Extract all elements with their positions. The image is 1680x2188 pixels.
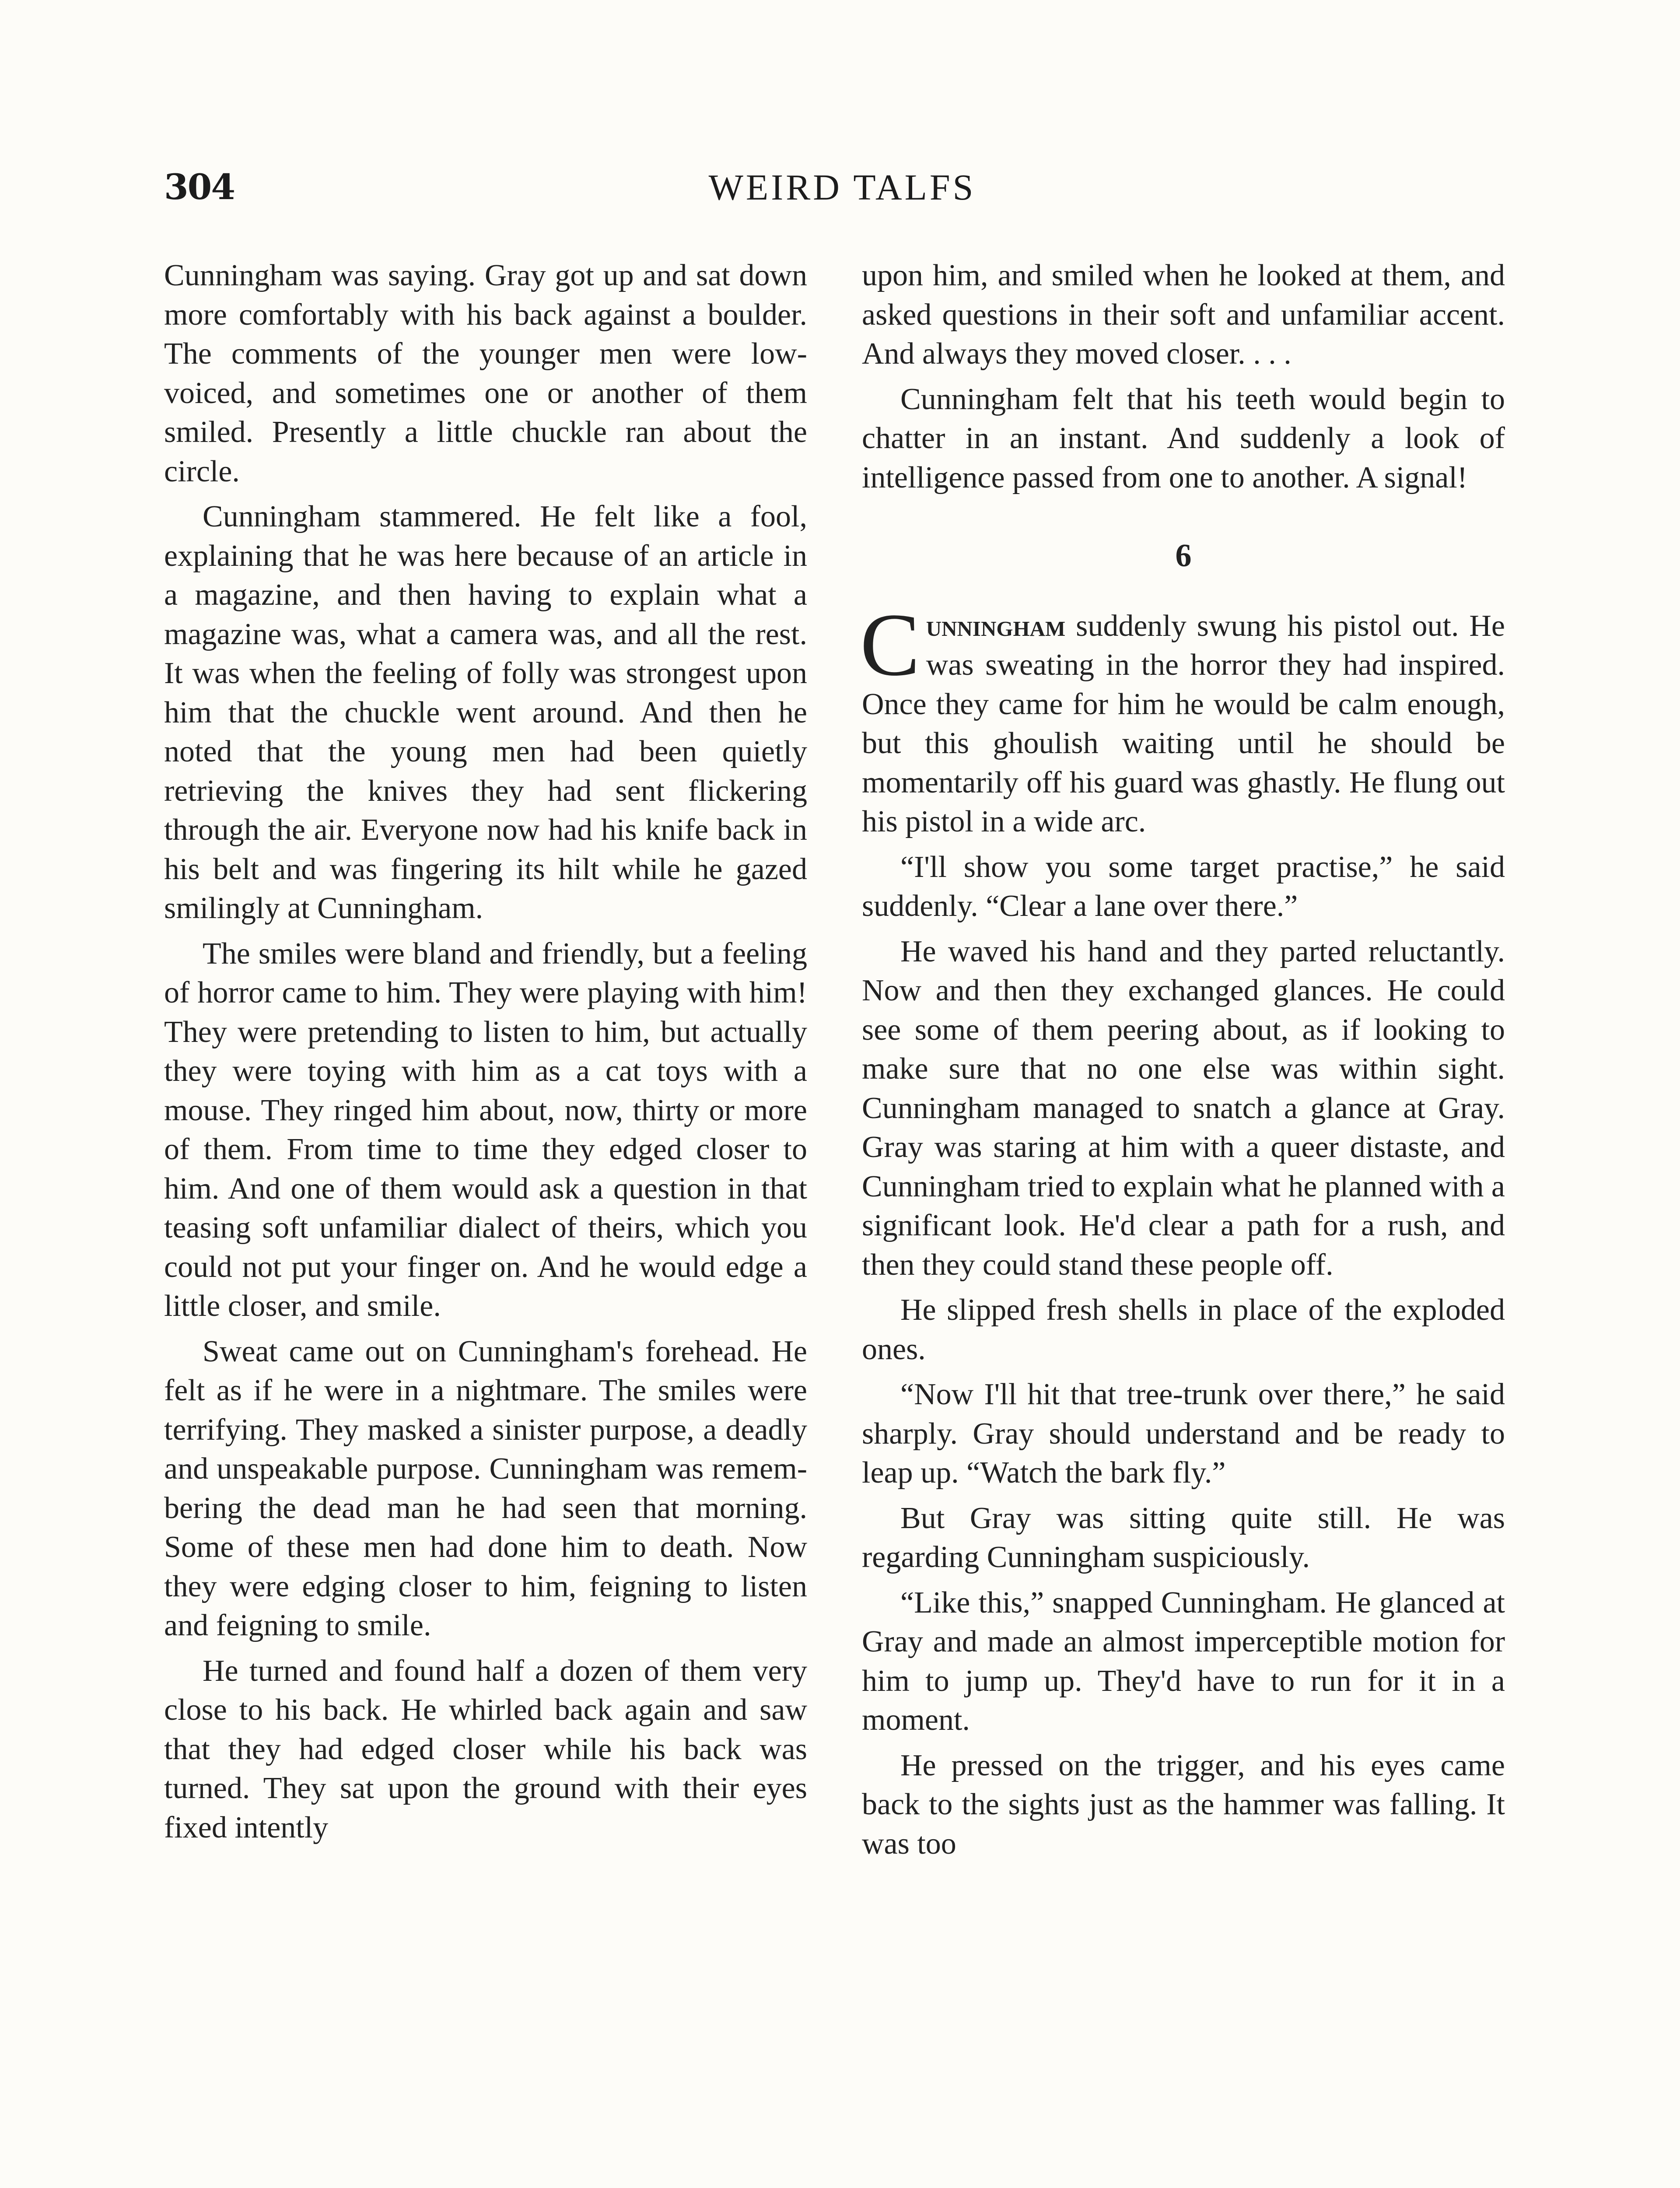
paragraph: “Now I'll hit that tree-trunk over there,” he said sharply. Gray should understand and be ready to leap up. “Watch the bark fly.” bbox=[862, 1378, 1505, 1490]
drop-cap-smallcaps: unningham bbox=[926, 609, 1066, 643]
paragraph: Cunningham felt that his teeth would begin to chatter in an instant. And suddenly a look of intelligence passed from one to another. A signal! bbox=[862, 382, 1505, 494]
paragraph: He slipped fresh shells in place of the exploded ones. bbox=[862, 1293, 1505, 1366]
page-header bbox=[164, 162, 1520, 223]
paragraph: “I'll show you some target practise,” he said suddenly. “Clear a lane over there.” bbox=[862, 850, 1505, 923]
paragraph: “Like this,” snapped Cunningham. He glanced at Gray and made an almost imperceptible motion for him to jump up. They'd have to run for it in a moment. bbox=[862, 1585, 1505, 1737]
right-column bbox=[862, 256, 1505, 1869]
section-number: 6 bbox=[1175, 538, 1192, 574]
drop-cap-paragraph bbox=[860, 595, 1505, 842]
paragraph: Cunningham stammered. He felt like a fool, explaining that he was here because of an article in a magazine, and then having to explain what a magazine was, what a camera was, and all the rest. It was when the feeling of folly was strongest upon him that the chuckle went around. And then he noted that the young men had been quietly retrieving the knives they had sent flickering through the air. Everyone now had his knife back in his belt and was fingering its hilt while he gazed smilingly at Cunningham. bbox=[164, 500, 807, 925]
page-number: 304 bbox=[164, 166, 234, 207]
drop-cap: C bbox=[860, 595, 920, 694]
drop-cap-rest: suddenly swung his pistol out. He was sweating in the horror they had inspired. Once they came for him he would be calm enough, but this ghoulish waiting until he should be momentarily off his guard was ghastly. He flung out his pistol in a wide arc. bbox=[862, 609, 1505, 838]
paragraph: The smiles were bland and friendly, but a feeling of horror came to him. They were playing with him! They were pretending to listen to him, but actually they were toying with him as a cat toys with a mouse. They ringed him about, now, thirty or more of them. From time to time they edged closer to him. And one of them would ask a question in that teasing soft unfamiliar dialect of theirs, which you could not put your finger on. And he would edge a little closer, and smile. bbox=[164, 936, 807, 1323]
paragraph: He waved his hand and they parted reluctantly. Now and then they exchanged glances. He could see some of them peering about, as if looking to make sure that no one else was within sight. Cunningham managed to snatch a glance at Gray. Gray was staring at him with a queer distaste, and Cunningham tried to explain what he planned with a significant look. He'd clear a path for a rush, and then they could stand these people off. bbox=[862, 934, 1505, 1282]
paragraph: Sweat came out on Cunningham's forehead. He felt as if he were in a nightmare. The smiles were terrifying. They masked a sinister purpose, a deadly and unspeakable purpose. Cunningham was remembering the dead man he had seen that morning. Some of these men had done him to death. Now they were edging closer to him, feigning to listen and feigning to smile. bbox=[164, 1334, 807, 1642]
running-head: WEIRD TALFS bbox=[708, 167, 976, 208]
paragraph: But Gray was sitting quite still. He was regarding Cunningham suspiciously. bbox=[862, 1501, 1505, 1574]
paragraph: He pressed on the trigger, and his eyes came back to the sights just as the hammer was falling. It was too bbox=[862, 1748, 1505, 1861]
paragraph: upon him, and smiled when he looked at them, and asked questions in their soft and unfamiliar accent. And always they moved closer. . . . bbox=[862, 259, 1505, 371]
paragraph: Cunningham was saying. Gray got up and sat down more comfortably with his back against a boulder. The comments of the younger men were low-voiced, and sometimes one or another of them smiled. Presently a little chuckle ran about the circle. bbox=[164, 259, 807, 488]
paragraph: He turned and found half a dozen of them very close to his back. He whirled back again and saw that they had edged closer while his back was turned. They sat upon the ground with their eyes fixed intently bbox=[164, 1654, 807, 1844]
left-column bbox=[164, 256, 807, 1853]
